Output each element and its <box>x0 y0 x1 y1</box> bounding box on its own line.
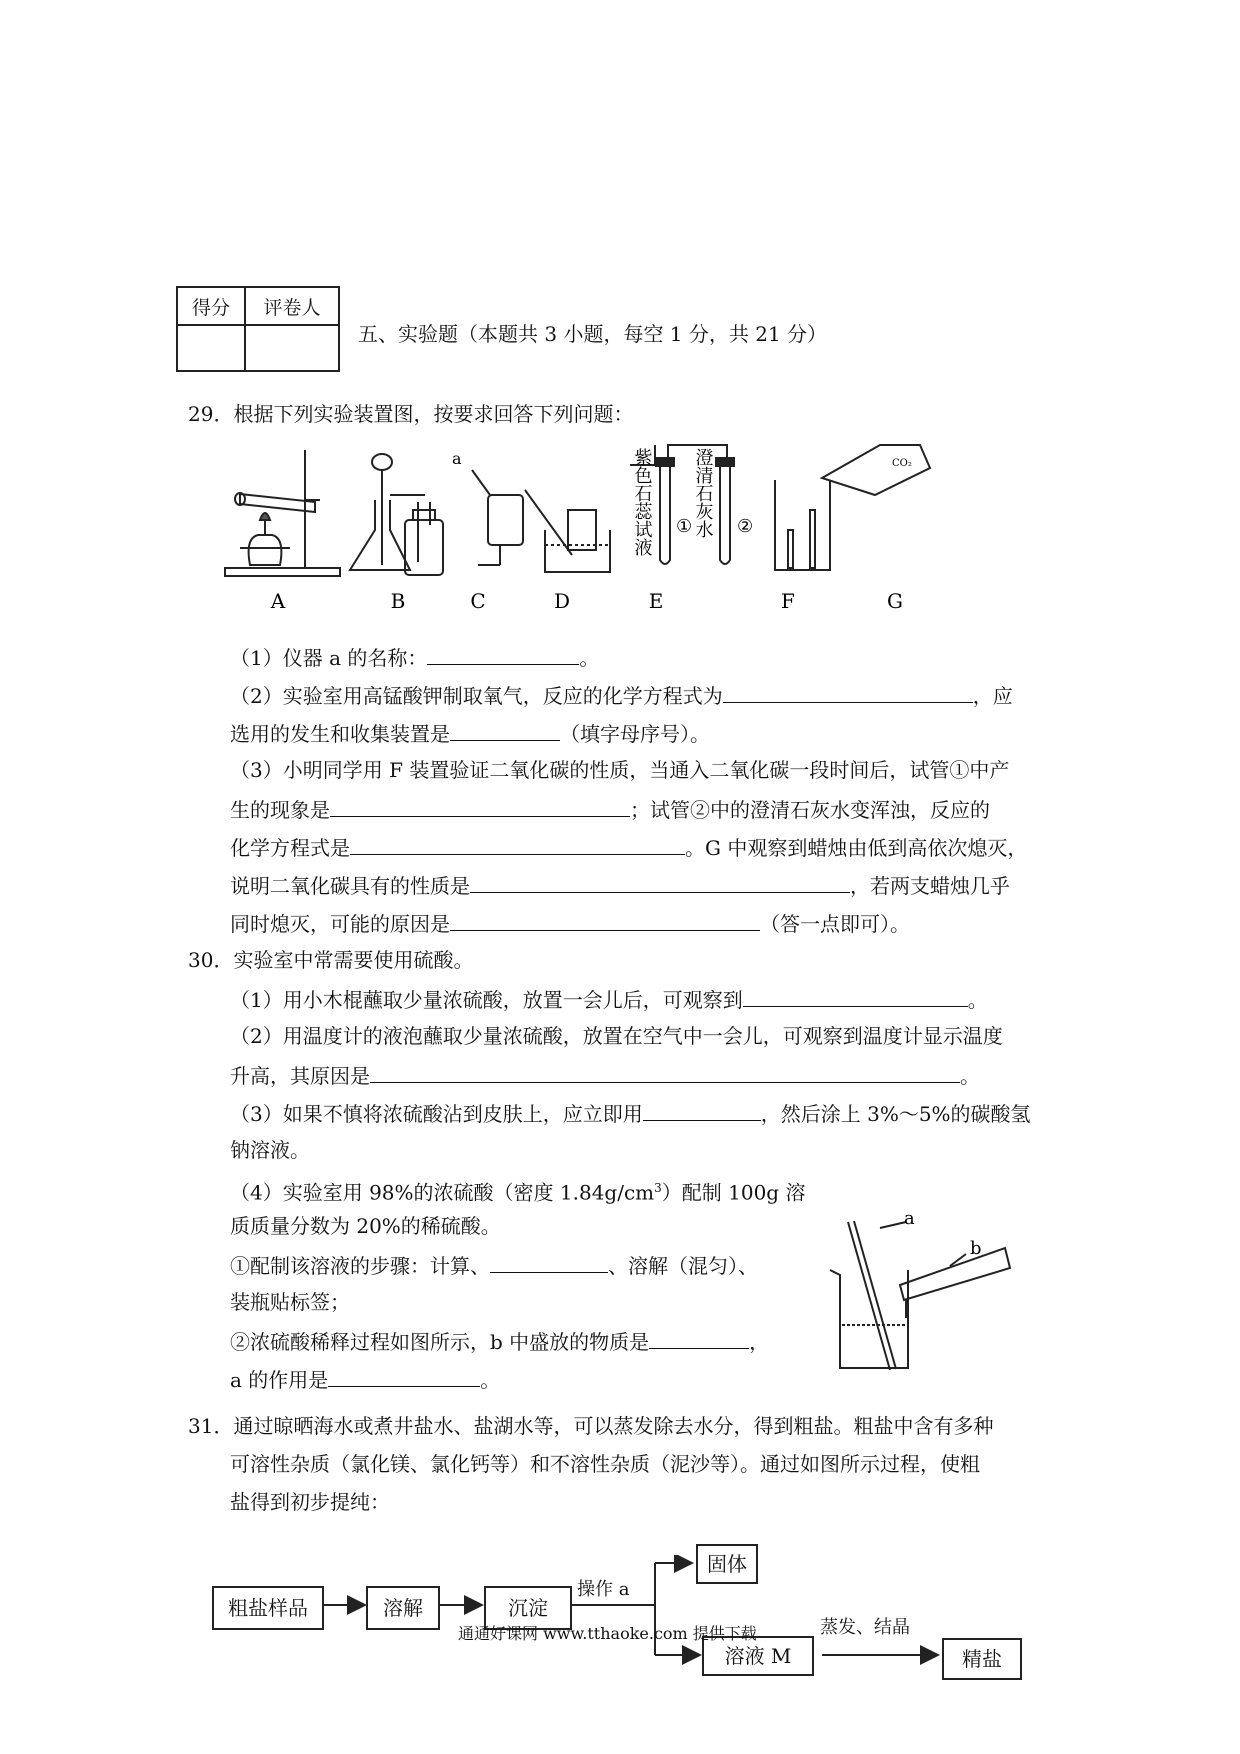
answer-blank[interactable] <box>450 910 760 931</box>
q30-4e: ②浓硫酸稀释过程如图所示，b 中盛放的物质是 ， <box>230 1330 770 1354</box>
apparatus-label-G: G <box>887 589 903 613</box>
apparatus-label-D: D <box>553 589 571 613</box>
answer-blank[interactable] <box>743 986 968 1007</box>
tube2-text: 澄清石灰水 <box>692 448 714 538</box>
q30-4b: 质质量分数为 20%的稀硫酸。 <box>230 1214 501 1238</box>
apparatus-label-C: C <box>470 589 486 613</box>
flowchart-arrows <box>200 1555 1050 1675</box>
tube2-num: ② <box>737 516 754 537</box>
q30-4c: ①配制该溶液的步骤：计算、 、溶解（混匀）、 <box>230 1254 758 1278</box>
q29-apparatus-figure <box>210 440 1040 620</box>
answer-blank[interactable] <box>328 1366 480 1387</box>
q29-3a: （3）小明同学用 F 装置验证二氧化碳的性质，当通入二氧化碳一段时间后，试管①中产 <box>230 758 1010 782</box>
q29-3b: 生的现象是 ；试管②中的澄清石灰水变浑浊，反应的 <box>230 798 990 822</box>
dilution-label-a: a <box>904 1210 915 1229</box>
co2-label: CO₂ <box>892 458 912 469</box>
answer-blank[interactable] <box>490 1252 608 1273</box>
tube1-num: ① <box>676 516 693 537</box>
answer-blank[interactable] <box>649 1328 749 1349</box>
apparatus-label-A: A <box>270 589 286 613</box>
q29-2b: 选用的发生和收集装置是 （填字母序号）。 <box>230 722 710 746</box>
q29-1: （1）仪器 a 的名称： 。 <box>230 646 600 670</box>
answer-blank[interactable] <box>723 682 973 703</box>
grader-cell <box>245 325 339 371</box>
q29-3d: 说明二氧化碳具有的性质是 ，若两支蜡烛几乎 <box>230 874 1010 898</box>
q30-2a: （2）用温度计的液泡蘸取少量浓硫酸，放置在空气中一会儿，可观察到温度计显示温度 <box>230 1024 1003 1048</box>
answer-blank[interactable] <box>427 644 579 665</box>
section-title: 五、实验题（本题共 3 小题，每空 1 分，共 21 分） <box>358 322 828 346</box>
q30-stem: 30．实验室中常需要使用硫酸。 <box>188 948 474 972</box>
q30-1: （1）用小木棍蘸取少量浓硫酸，放置一会儿后，可观察到 。 <box>230 988 988 1012</box>
answer-blank[interactable] <box>450 720 560 741</box>
q30-4f: a 的作用是 。 <box>230 1368 501 1392</box>
flow-box-precipitate: 沉淀 <box>484 1586 572 1630</box>
q31-line2: 可溶性杂质（氯化镁、氯化钙等）和不溶性杂质（泥沙等）。通过如图所示过程，使粗 <box>230 1452 980 1476</box>
dilution-figure <box>820 1210 1030 1380</box>
q31-line1: 31．通过晾晒海水或煮井盐水、盐湖水等，可以蒸发除去水分，得到粗盐。粗盐中含有多种 <box>188 1414 994 1438</box>
flow-box-crude-salt: 粗盐样品 <box>212 1586 324 1630</box>
flow-op-a: 操作 a <box>577 1579 630 1600</box>
q30-4d: 装瓶贴标签； <box>230 1290 350 1314</box>
q29-2a: （2）实验室用高锰酸钾制取氧气，反应的化学方程式为 ，应 <box>230 684 1013 708</box>
score-cell <box>177 325 245 371</box>
answer-blank[interactable] <box>350 834 685 855</box>
stand-base <box>225 568 340 576</box>
answer-blank[interactable] <box>643 1100 761 1121</box>
q29-figure-label-a: a <box>452 449 462 468</box>
dilution-label-b: b <box>970 1238 982 1259</box>
flow-box-solid: 固体 <box>696 1544 758 1584</box>
q30-3a: （3）如果不慎将浓硫酸沾到皮肤上，应立即用 ，然后涂上 3%～5%的碳酸氢 <box>230 1102 1031 1126</box>
q31-line3: 盐得到初步提纯： <box>230 1490 390 1514</box>
q30-3b: 钠溶液。 <box>230 1138 310 1162</box>
flow-box-dissolve: 溶解 <box>366 1586 440 1630</box>
score-label: 得分 <box>177 287 245 325</box>
flow-box-refined-salt: 精盐 <box>942 1638 1022 1680</box>
q30-2b: 升高，其原因是 。 <box>230 1064 980 1088</box>
apparatus-label-F: F <box>781 589 795 613</box>
apparatus-label-E: E <box>648 589 664 613</box>
watermark: 通通好课网 www.tthaoke.com 提供下载 <box>458 1624 757 1643</box>
flow-evaporate: 蒸发、结晶 <box>820 1617 910 1638</box>
flow-box-solution-m: 溶液 M <box>702 1636 814 1676</box>
answer-blank[interactable] <box>330 796 630 817</box>
q30-4a: （4）实验室用 98%的浓硫酸（密度 $1.84g/cm^3$）配制 100g 溶 <box>230 1180 806 1205</box>
score-table <box>176 286 340 372</box>
answer-blank[interactable] <box>470 872 850 893</box>
q29-3c: 化学方程式是 。G 中观察到蜡烛由低到高依次熄灭， <box>230 836 1028 860</box>
answer-blank[interactable] <box>370 1062 960 1083</box>
tube1-text: 紫色石蕊试液 <box>631 448 653 556</box>
q29-stem: 29．根据下列实验装置图，按要求回答下列问题： <box>188 402 634 426</box>
q29-3e: 同时熄灭，可能的原因是 （答一点即可）。 <box>230 912 910 936</box>
apparatus-label-B: B <box>390 589 406 613</box>
grader-label: 评卷人 <box>245 287 339 325</box>
